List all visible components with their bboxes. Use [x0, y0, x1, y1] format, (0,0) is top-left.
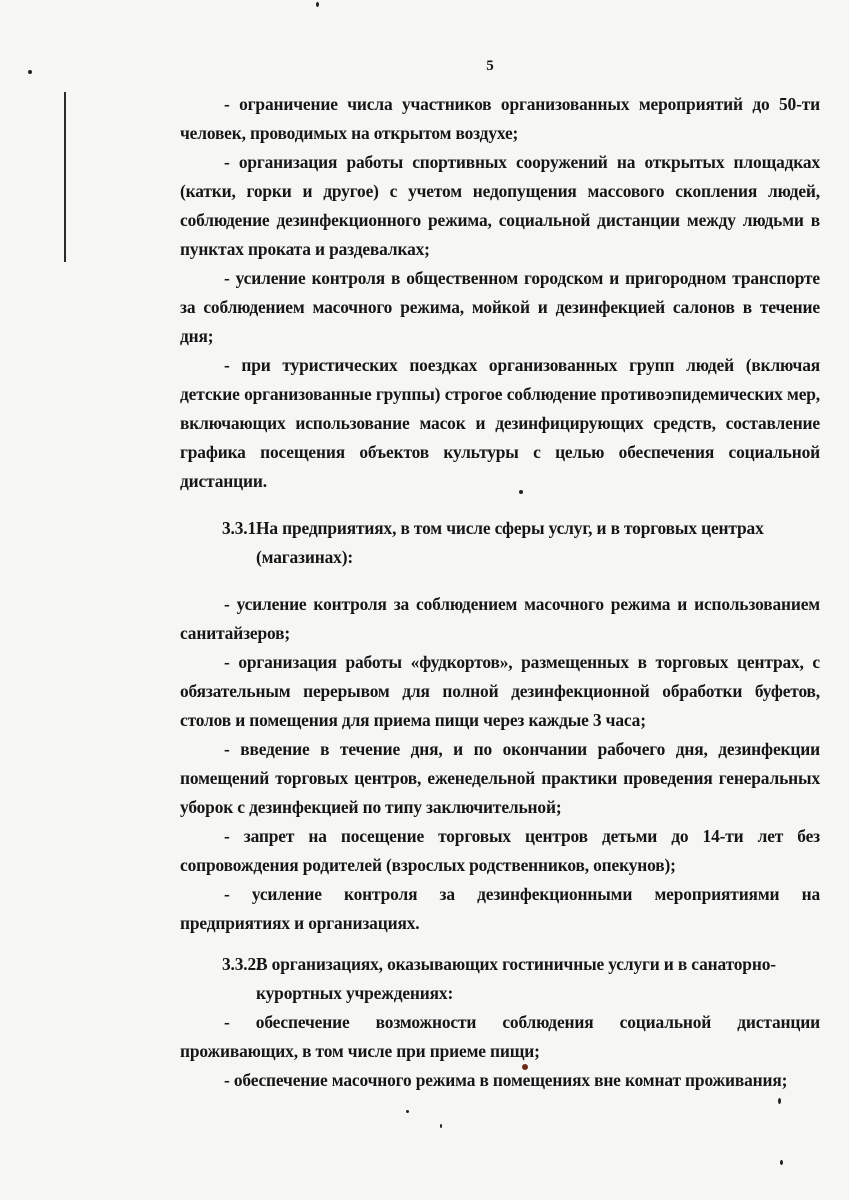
list-item: - усиление контроля за соблюдением масочного режима и использованием санитайзеров; [180, 594, 820, 643]
section-heading-3-3-1 [180, 514, 820, 572]
section-number: 3.3.2. [222, 954, 261, 974]
list-item: - обеспечение возможности соблюдения социальной дистанции проживающих, в том числе при приеме пищи; [180, 1012, 820, 1061]
list-item: - при туристических поездках организованных групп людей (включая детские организованные группы) строгое соблюдение противоэпидемических мер, включающих использование масок и дезинфицирующих средств, составление графика посещения объектов культуры с целью обеспечения социальной дистанции. [180, 355, 820, 491]
section-title: На предприятиях, в том числе сферы услуг, и в торговых центрах (магазинах): [256, 518, 764, 567]
list-item: - организация работы спортивных сооружений на открытых площадках (катки, горки и другое) с учетом недопущения массового скопления людей, соблюдение дезинфекционного режима, социальной дистанции между людьми в пунктах проката и раздевалках; [180, 152, 820, 259]
document-body [180, 90, 820, 1095]
scan-artifact-dot [316, 2, 319, 7]
scan-artifact-dot [778, 1098, 781, 1104]
section-title: В организациях, оказывающих гостиничные услуги и в санаторно-курортных учреждениях: [256, 954, 776, 1003]
section-heading-3-3-2 [180, 950, 820, 1008]
scan-artifact-dot [406, 1110, 409, 1113]
section-number: 3.3.1 [222, 518, 257, 538]
list-item: - ограничение числа участников организованных мероприятий до 50-ти человек, проводимых на открытом воздухе; [180, 94, 820, 143]
list-item: - введение в течение дня, и по окончании рабочего дня, дезинфекции помещений торговых центров, еженедельной практики проведения генеральных уборок с дезинфекцией по типу заключительной; [180, 739, 820, 817]
page-number: 5 [486, 58, 494, 74]
list-item: - запрет на посещение торговых центров детьми до 14-ти лет без сопровождения родителей (взрослых родственников, опекунов); [180, 826, 820, 875]
scan-artifact-line [64, 92, 66, 262]
list-item: - усиление контроля в общественном городском и пригородном транспорте за соблюдением масочного режима, мойкой и дезинфекцией салонов в течение дня; [180, 268, 820, 346]
scan-artifact-dot [780, 1160, 783, 1165]
list-item: - усиление контроля за дезинфекционными мероприятиями на предприятиях и организациях. [180, 884, 820, 933]
scan-artifact-dot [440, 1124, 442, 1128]
list-item: - обеспечение масочного режима в помещениях вне комнат проживания; [224, 1070, 788, 1090]
list-item: - организация работы «фудкортов», размещенных в торговых центрах, с обязательным перерывом для полной дезинфекционной обработки буфетов, столов и помещения для приема пищи через каждые 3 часа; [180, 652, 820, 730]
